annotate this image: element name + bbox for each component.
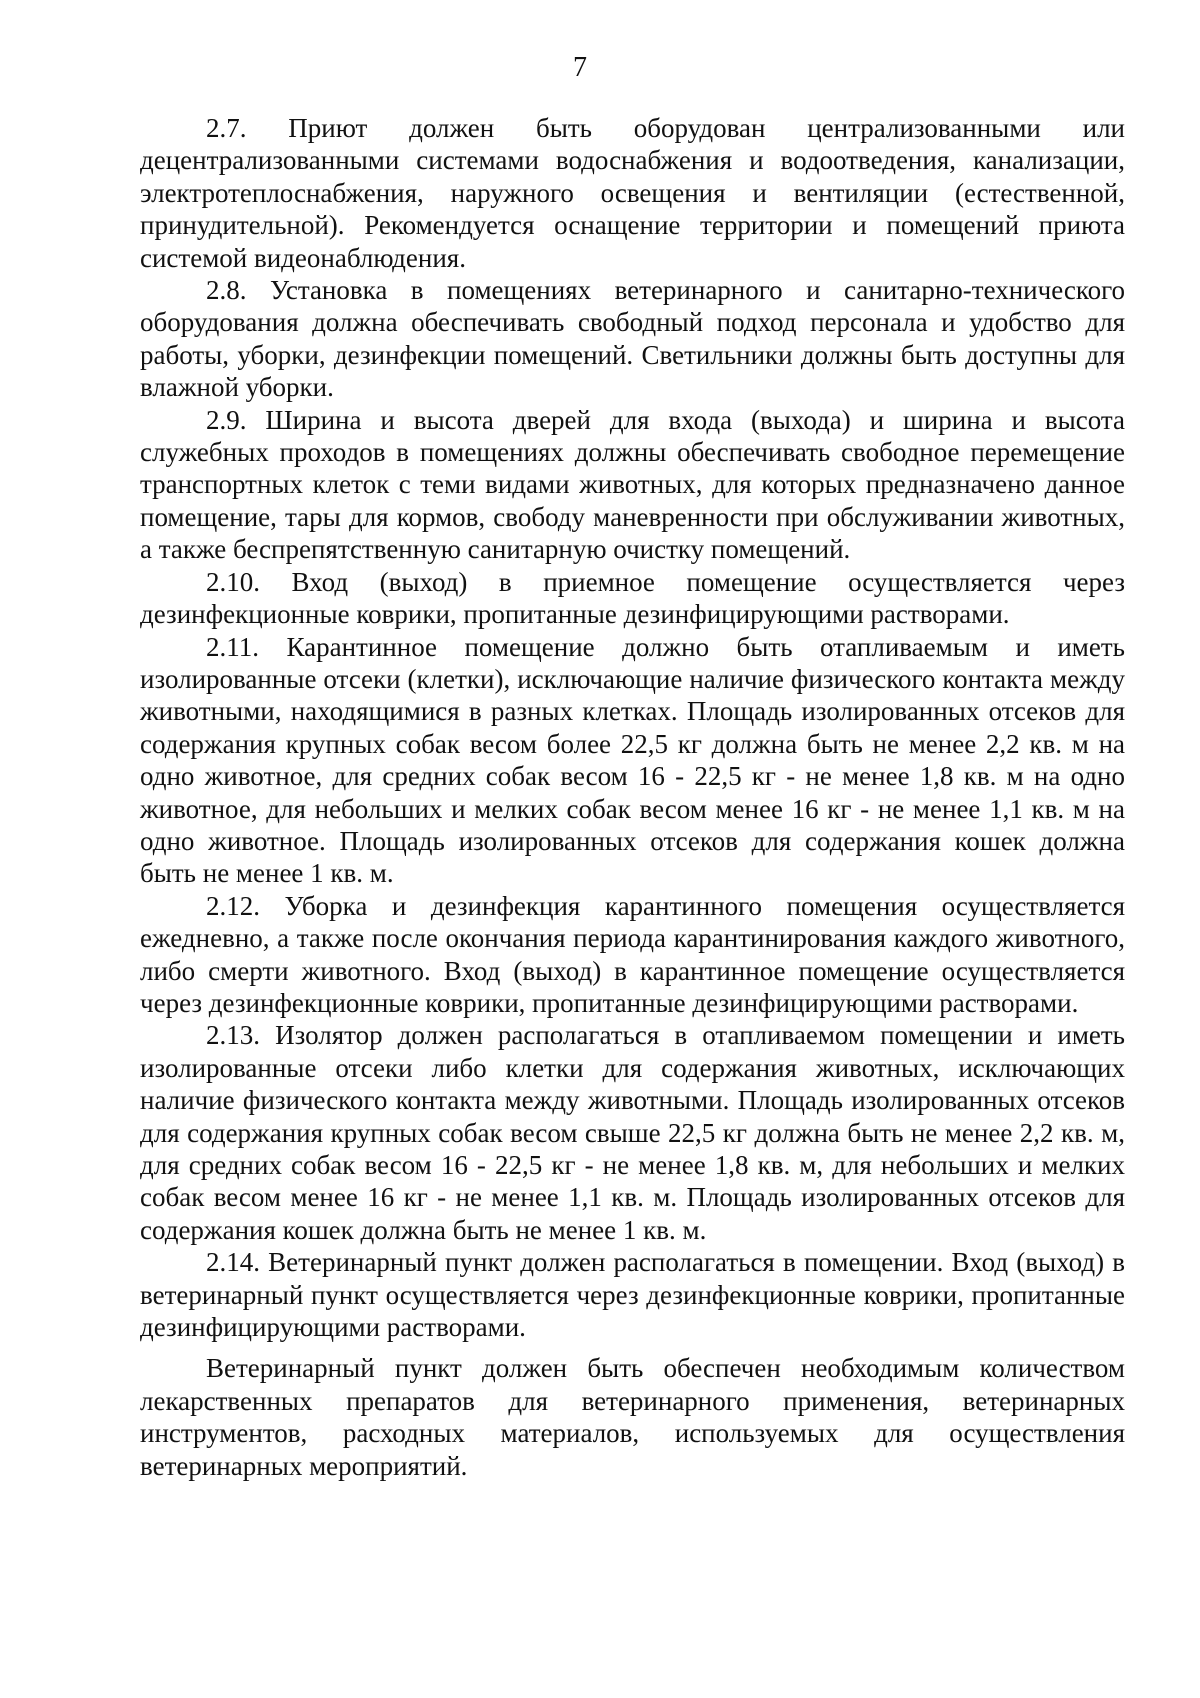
paragraph-2-12: 2.12. Уборка и дезинфекция карантинного помещения осуществляется ежедневно, а также после окончания периода карантинирования каждого животного, либо смерти животного. Вход (выход) в карантинное помещение осуществляется через дезинфекционные коврики, пропитанные дезинфицирующими растворами. [140, 890, 1125, 1018]
paragraph-vet-point-supplies: Ветеринарный пункт должен быть обеспечен необходимым количеством лекарственных препаратов для ветеринарного применения, ветеринарных инструментов, расходных материалов, используемых для осуществления ветеринарных мероприятий. [140, 1353, 1125, 1481]
paragraph-2-10: 2.10. Вход (выход) в приемное помещение осуществляется через дезинфекционные коврики, пропитанные дезинфицирующими растворами. [140, 566, 1125, 630]
paragraph-2-13: 2.13. Изолятор должен располагаться в отапливаемом помещении и иметь изолированные отсеки либо клетки для содержания животных, исключающих наличие физического контакта между животными. Площадь изолированных отсеков для содержания крупных собак весом свыше 22,5 кг должна быть не менее 2,2 кв. м, для средних собак весом 16 - 22,5 кг - не менее 1,8 кв. м, для небольших и мелких собак весом менее 16 кг - не менее 1,1 кв. м. Площадь изолированных отсеков для содержания кошек должна быть не менее 1 кв. м. [140, 1020, 1125, 1245]
paragraph-2-11: 2.11. Карантинное помещение должно быть отапливаемым и иметь изолированные отсеки (клетки), исключающие наличие физического контакта между животными, находящимися в разных клетках. Площадь изолированных отсеков для содержания крупных собак весом более 22,5 кг должна быть не менее 2,2 кв. м на одно животное, для средних собак весом 16 - 22,5 кг - не менее 1,8 кв. м на одно животное, для небольших и мелких собак весом менее 16 кг - не менее 1,1 кв. м на одно животное. Площадь изолированных отсеков для содержания кошек должна быть не менее 1 кв. м. [140, 631, 1125, 889]
paragraph-2-7: 2.7. Приют должен быть оборудован централизованными или децентрализованными системами водоснабжения и водоотведения, канализации, электротеплоснабжения, наружного освещения и вентиляции (естественной, принудительной). Рекомендуется оснащение территории и помещений приюта системой видеонаблюдения. [140, 113, 1125, 273]
paragraph-2-9: 2.9. Ширина и высота дверей для входа (выхода) и ширина и высота служебных проходов в помещениях должны обеспечивать свободное перемещение транспортных клеток с теми видами животных, для которых предназначено данное помещение, тары для кормов, свободу маневренности при обслуживании животных, а также беспрепятственную санитарную очистку помещений. [140, 404, 1125, 565]
document-body [140, 112, 1125, 1482]
paragraph-2-8: 2.8. Установка в помещениях ветеринарного и санитарно-технического оборудования должна обеспечивать свободный подход персонала и удобство для работы, уборки, дезинфекции помещений. Светильники должны быть доступны для влажной уборки. [140, 275, 1125, 403]
paragraph-2-14: 2.14. Ветеринарный пункт должен располагаться в помещении. Вход (выход) в ветеринарный пункт осуществляется через дезинфекционные коврики, пропитанные дезинфицирующими растворами. [140, 1247, 1125, 1343]
page-number: 7 [573, 52, 587, 83]
